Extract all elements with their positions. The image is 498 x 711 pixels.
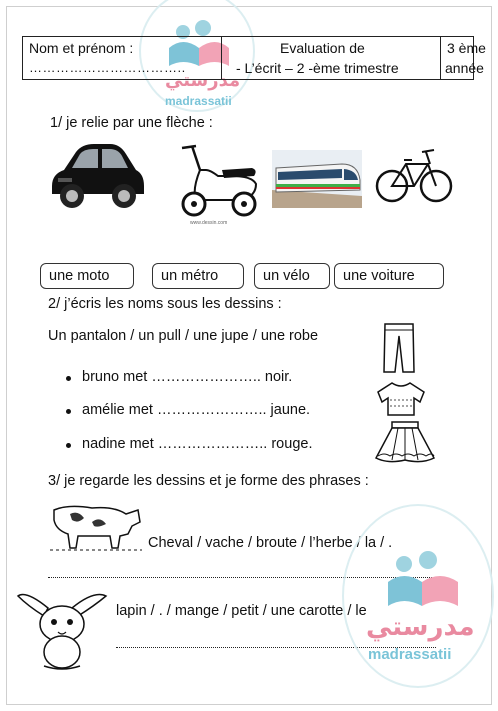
q2-item-amelie[interactable]: amélie met ………………….. jaune.: [82, 402, 311, 418]
word-box-velo[interactable]: un vélo: [254, 263, 330, 289]
word-box-metro[interactable]: un métro: [152, 263, 244, 289]
level-line1: 3 ème: [447, 40, 486, 56]
watermark-latin-text: madrassatii: [165, 94, 232, 108]
name-field[interactable]: ……………………………..: [29, 60, 186, 75]
q2-title: 2/ j’écris les noms sous les dessins :: [48, 296, 282, 312]
bicycle-icon: [374, 140, 454, 210]
name-label: Nom et prénom :: [29, 40, 134, 56]
q3-sentence1: Cheval / vache / broute / l’herbe / la / .: [148, 535, 393, 551]
q2-item-nadine[interactable]: nadine met ………………….. rouge.: [82, 436, 313, 452]
skirt-icon: [374, 418, 436, 464]
evaluation-title: Evaluation de: [280, 40, 365, 56]
watermark-logo-bottom: [332, 500, 492, 690]
q2-item-bruno[interactable]: bruno met ………………….. noir.: [82, 369, 293, 385]
q3-title: 3/ je regarde les dessins et je forme des phrases :: [48, 473, 369, 489]
bullet: [66, 376, 71, 381]
watermark-arabic-text: مدرستي: [366, 612, 475, 642]
word-box-voiture[interactable]: une voiture: [334, 263, 444, 289]
q3-sentence2: lapin / . / mange / petit / une carotte / le: [116, 603, 367, 619]
level-cell: [441, 37, 486, 79]
car-icon: [48, 140, 146, 212]
sweater-icon: [376, 380, 426, 418]
level-line2: année: [445, 60, 484, 76]
watermark-arabic-text: مدرستي: [165, 70, 241, 91]
reading-child-icon: [382, 550, 462, 610]
header-table: [22, 36, 486, 80]
bullet: [66, 409, 71, 414]
q1-title: 1/ je relie par une flèche :: [50, 115, 213, 131]
name-cell: [23, 37, 221, 79]
cow-drawing-icon: [48, 500, 144, 552]
q2-word-options: Un pantalon / un pull / une jupe / une robe: [48, 328, 319, 344]
evaluation-cell: [221, 37, 441, 79]
word-box-moto[interactable]: une moto: [40, 263, 134, 289]
evaluation-subtitle: - L’écrit – 2 -ème trimestre: [236, 60, 399, 76]
metro-train-icon: [272, 150, 362, 208]
rabbit-drawing-icon: [14, 586, 110, 672]
picture-credit: www.dessin.com: [190, 220, 228, 226]
bullet: [66, 443, 71, 448]
trousers-icon: [382, 322, 416, 374]
watermark-latin-text: madrassatii: [368, 646, 452, 663]
scooter-icon: [172, 140, 264, 218]
